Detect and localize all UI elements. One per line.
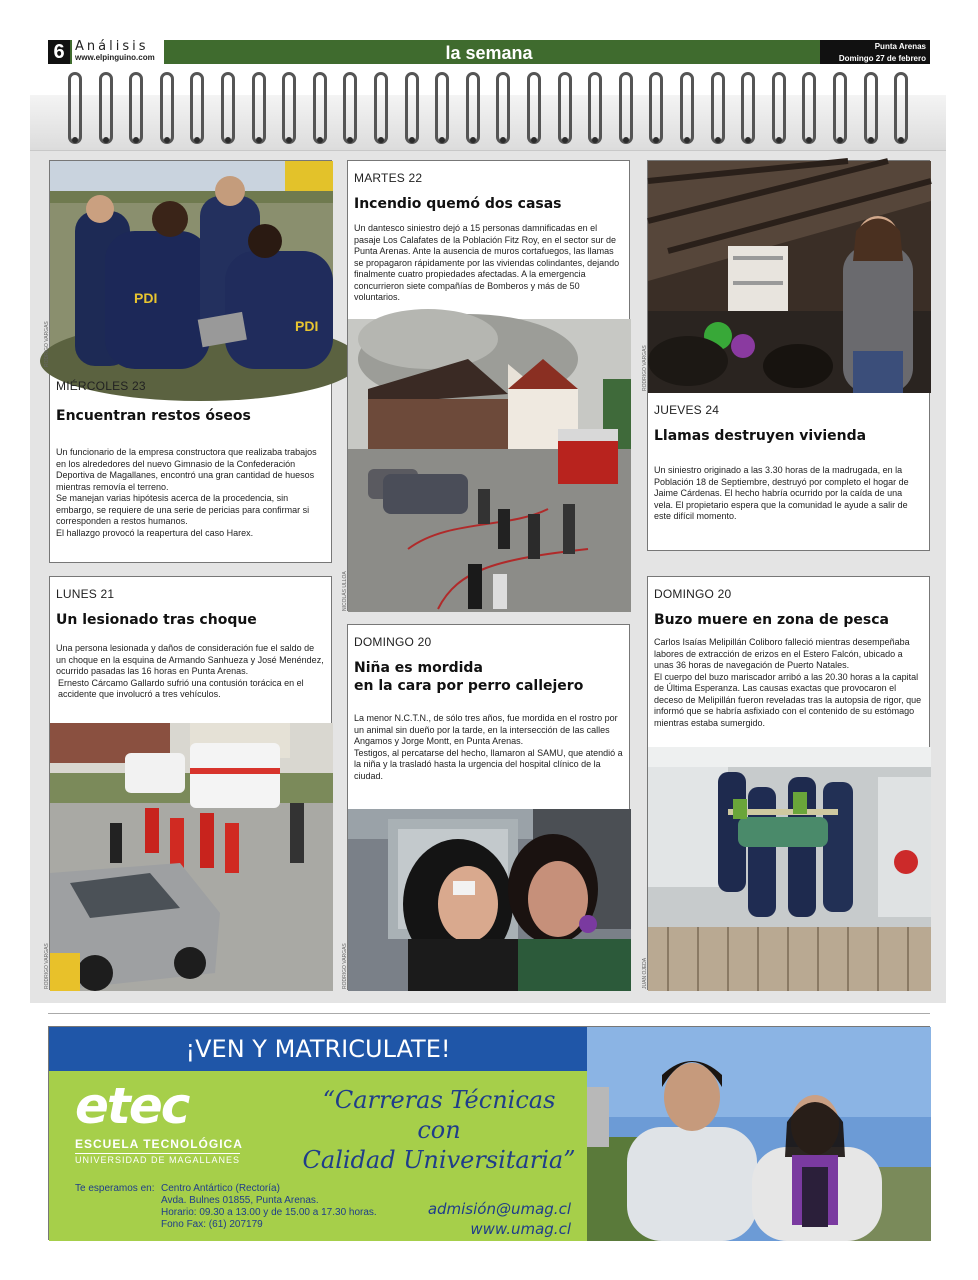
spiral-ring (466, 72, 480, 144)
story-day: JUEVES 24 (654, 403, 720, 417)
ad-web-link[interactable]: www.umag.cl (470, 1220, 571, 1238)
story-paragraph: Una persona lesionada y daños de consideración fue el saldo de un choque en la esquina de Armando Sanhueza y José Menéndez, ocurrido pasadas las 16 horas en Punta Arenas. (56, 643, 324, 676)
spiral-ring (741, 72, 755, 144)
ad-contact-links (428, 1199, 571, 1239)
story-paragraph: Testigos, al percatarse del hecho, llamaron al SAMU, que atendió a la niña y la trasladó hasta la urgencia del hospital clínico de la ciudad. (354, 747, 623, 781)
photo-credit: NICOLÁS ULLOA (342, 571, 348, 611)
spiral-ring (496, 72, 510, 144)
spiral-ring (343, 72, 357, 144)
story-paragraph: El cuerpo del buzo mariscador arribó a las 20.30 horas a la capital de Última Esperanza. Las causas exactas que provocaron el deceso de Melipillán fueron reveladas tras la autopsia de rigor, que informó que se habría asfixiado con el contenido de su estómago mientras estaba sumergido. (654, 671, 922, 728)
etec-logo: etec (75, 1077, 189, 1135)
story-lunes (44, 576, 332, 990)
spiral-ring (864, 72, 878, 144)
story-day: MARTES 22 (354, 171, 423, 185)
spiral-ring (99, 72, 113, 144)
story-title: Llamas destruyen vivienda (654, 428, 867, 444)
story-paragraph: Ernesto Cárcamo Gallardo sufrió una contusión torácica en el accidente que involucró a tres vehículos. (58, 677, 304, 699)
spiral-ring (190, 72, 204, 144)
story-martes (342, 160, 630, 611)
photo-credit: RODRIGO VARGAS (44, 943, 50, 989)
photo-credit: RODRIGO VARGAS (642, 345, 648, 391)
ad-headline: ¡VEN Y MATRICULATE! (49, 1027, 587, 1071)
story-text (354, 171, 623, 304)
photo-navy-carrying-body (648, 747, 931, 991)
ad-email-link[interactable]: admisión@umag.cl (427, 1200, 571, 1218)
photo-house-fire (348, 319, 631, 612)
ad-info-place: Centro Antártico (Rectoría) (161, 1183, 280, 1194)
brand-url: www.elpinguino.com (75, 53, 155, 62)
spiral-ring (129, 72, 143, 144)
photo-credit: RODRIGO VARGAS (342, 943, 348, 989)
spiral-ring (588, 72, 602, 144)
story-paragraph: El hallazgo provocó la reapertura del caso Harex. (56, 527, 254, 538)
story-title-line: en la cara por perro callejero (354, 678, 584, 694)
story-domingo-nina (342, 624, 630, 990)
spiral-ring (313, 72, 327, 144)
advertisement-etec[interactable] (48, 1026, 930, 1240)
story-jueves (642, 160, 930, 551)
spiral-ring (680, 72, 694, 144)
story-text (354, 635, 623, 782)
spiral-ring (252, 72, 266, 144)
ad-slogan (299, 1085, 579, 1175)
spiral-ring (282, 72, 296, 144)
story-text (654, 403, 923, 523)
page-header (48, 39, 930, 74)
ad-info-hours: Horario: 09.30 a 13.00 y de 15.00 a 17.30 horas. (161, 1207, 377, 1218)
photo-car-crash (50, 723, 333, 991)
photo-burned-house (648, 161, 931, 393)
spiral-ring (160, 72, 174, 144)
spiral-ring (619, 72, 633, 144)
story-day: DOMINGO 20 (354, 635, 432, 649)
date-block (820, 40, 930, 74)
photo-credit: RODRIGO VARGAS (44, 321, 50, 367)
story-paragraph: La menor N.C.T.N., de sólo tres años, fue mordida en el rostro por un animal sin dueño por la tarde, en la intersección de las calles Angamos y Jorge Montt, en Punta Arenas. (354, 713, 618, 746)
photo-girl-and-mother (348, 809, 631, 991)
spiral-ring (802, 72, 816, 144)
spiral-ring (833, 72, 847, 144)
section-title: la semana (445, 43, 533, 63)
ad-info-phone: Fono Fax: (61) 207179 (161, 1219, 263, 1230)
story-text (56, 587, 325, 701)
spiral-ring (68, 72, 82, 144)
svg-text:PDI: PDI (134, 290, 158, 306)
page-number: 6 (48, 40, 70, 64)
spiral-ring (527, 72, 541, 144)
ad-school-name: ESCUELA TECNOLÓGICA (75, 1137, 243, 1151)
divider (48, 1013, 930, 1014)
ad-body (49, 1071, 587, 1241)
brand-name: Análisis (75, 39, 149, 54)
story-title-line: Niña es mordida (354, 660, 483, 676)
story-day: LUNES 21 (56, 587, 115, 601)
ad-university-name: UNIVERSIDAD DE MAGALLANES (75, 1155, 241, 1165)
header-date: Domingo 27 de febrero 2011 (838, 54, 926, 74)
story-paragraph: Carlos Isaías Melipillán Coliboro falleció mientras desempeñaba labores de extracción de erizos en el Estero Falcón, ubicado a unas 36 horas de navegación de Puerto Natales. (654, 637, 910, 670)
photo-credit: JUAN OJEDA (642, 957, 648, 989)
spiral-ring (894, 72, 908, 144)
story-body (354, 713, 623, 782)
story-day: DOMINGO 20 (654, 587, 732, 601)
spiral-ring (558, 72, 572, 144)
story-title (354, 659, 623, 695)
story-text (56, 379, 325, 539)
story-day: MIÉRCOLES 23 (56, 379, 146, 393)
story-miercoles (44, 160, 332, 563)
story-body (56, 447, 325, 539)
ad-contact-info (75, 1183, 377, 1231)
spiral-ring (221, 72, 235, 144)
spiral-ring (405, 72, 419, 144)
spiral-ring (374, 72, 388, 144)
ad-slogan-line: “Carreras Técnicas con (322, 1086, 556, 1144)
story-paragraph: Un funcionario de la empresa constructora que realizaba trabajos en los alrededores del nuevo Gimnasio de la Confederación Deportiva de Magallanes, encontró una gran cantidad de huesos mientras removía el terreno. (56, 447, 317, 492)
spiral-ring (435, 72, 449, 144)
header-city: Punta Arenas (874, 42, 926, 51)
spiral-ring (772, 72, 786, 144)
story-body: Un siniestro originado a las 3.30 horas de la madrugada, en la Población 18 de Septiembre, destruyó por completo el hogar de Jaime Cárdenas. El hecho habría ocurrido por la caída de una vela. El propietario espera que la comunidad le ayude a salir de este difícil momento. (654, 465, 909, 521)
story-title: Encuentran restos óseos (56, 408, 251, 424)
story-title: Incendio quemó dos casas (354, 196, 562, 212)
story-body (654, 637, 923, 729)
story-body (56, 643, 325, 701)
story-domingo-buzo (642, 576, 930, 990)
story-text (654, 587, 923, 729)
ad-photo-students (587, 1027, 931, 1241)
story-paragraph: Se manejan varias hipótesis acerca de la procedencia, sin embargo, se requiere de una serie de pericias para confirmar si corresponden a restos humanos. (56, 493, 310, 526)
ad-info-address: Avda. Bulnes 01855, Punta Arenas. (161, 1195, 319, 1206)
svg-text:PDI: PDI (295, 318, 319, 334)
spiral-ring (711, 72, 725, 144)
photo-pdi-investigators (50, 161, 333, 369)
story-title: Buzo muere en zona de pesca (654, 612, 889, 628)
story-body: Un dantesco siniestro dejó a 15 personas damnificadas en el pasaje Los Calafates de la Población Fitz Roy, en el sector sur de Punta Arenas. Ante la ausencia de muros cortafuegos, las llamas se propagaron rápidamente por las viviendas colindantes, dejando finalmente cuatro propiedades afectadas. A la emergencia concurrieron siete compañías de Bomberos y más de 50 voluntarios. (354, 223, 620, 302)
ad-slogan-line: Calidad Universitaria” (302, 1146, 576, 1174)
ad-info-label: Te esperamos en: (75, 1183, 155, 1194)
spiral-ring (649, 72, 663, 144)
story-title: Un lesionado tras choque (56, 612, 257, 628)
